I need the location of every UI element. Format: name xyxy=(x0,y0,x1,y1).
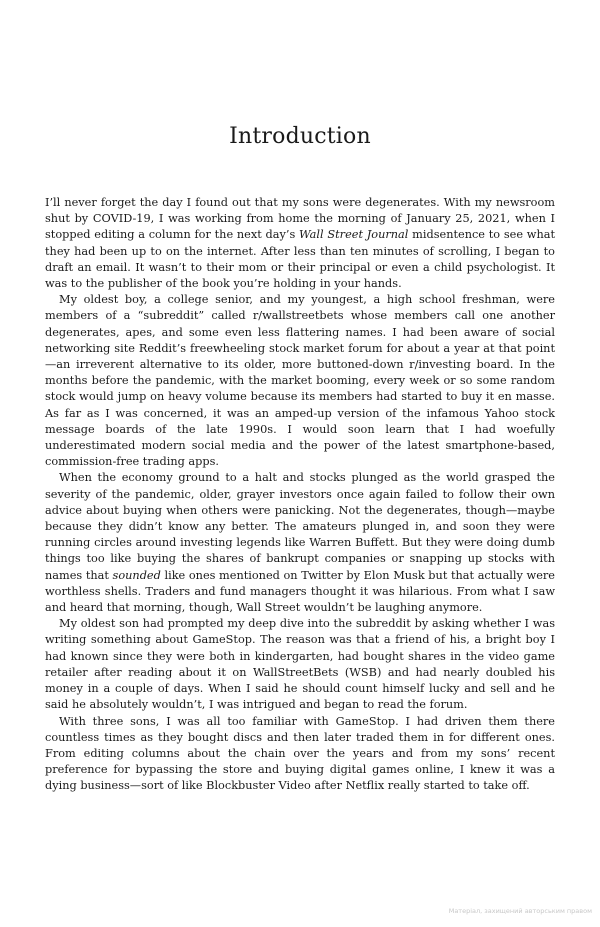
paragraph-4 xyxy=(45,616,555,713)
text-segment: midsentence to see what they had been up to on the internet. After less than ten minutes of scrolling, I began to draft an email. It wasn’t to their mom or their principal or even a child psychologist. It was to the publisher of the book you’re holding in your hands. xyxy=(45,228,555,291)
text-segment: I’ll never forget the day I found out that my sons were degenerates. With my newsroom shut by COVID-19, I was working from home the morning of January 25, 2021, when I stopped editing a column for the next day’s xyxy=(45,196,555,242)
paragraph-2 xyxy=(45,292,555,470)
text-segment: My oldest boy, a college senior, and my youngest, a high school freshman, were members of a “subreddit” called r/wallstreetbets whose members call one another degenerates, apes, and some even less flattering names. I had been aware of social networking site Reddit’s freewheeling stock market forum for about a year at that point—an irreverent alternative to its older, more buttoned-down r/investing board. In the months before the pandemic, with the market booming, every week or so some random stock would jump on heavy volume because its members had started to buy it en masse. As far as I was concerned, it was an amped-up version of the infamous Yahoo stock message boards of the late 1990s. I would soon learn that I had woefully underestimated modern social media and the power of the latest smartphone-based, commission-free trading apps. xyxy=(45,293,555,469)
chapter-title: Introduction xyxy=(229,124,371,149)
italic-text: sounded xyxy=(112,568,161,582)
italic-text: Wall Street Journal xyxy=(299,228,409,242)
text-segment: My oldest son had prompted my deep dive into the subreddit by asking whether I was writing something about GameStop. The reason was that a friend of his, a bright boy I had known since they were both in kindergarten, had bought shares in the video game retailer after reading about it on WallStreetBets (WSB) and had nearly doubled his money in a couple of days. When I said he should count himself lucky and sell and he said he absolutely wouldn’t, I was intrigued and began to read the forum. xyxy=(45,617,555,712)
text-segment: When the economy ground to a halt and stocks plunged as the world grasped the severity of the pandemic, older, grayer investors once again failed to follow their own advice about buying when others were panicking. Not the degenerates, though—maybe because they didn’t know any better. The amateurs plunged in, and soon they were running circles around investing legends like Warren Buffett. But they were doing dumb things too like buying the shares of bankrupt companies or snapping up stocks with names that xyxy=(45,471,555,582)
paragraph-3 xyxy=(45,470,555,616)
body-text xyxy=(45,195,555,795)
paragraph-5 xyxy=(45,714,555,795)
copyright-watermark: Матеріал, захищений авторським правом xyxy=(448,907,592,915)
text-segment: like ones mentioned on Twitter by Elon Musk but that actually were worthless shells. Traders and fund managers thought it was hilarious. From what I saw and heard that morning, though, Wall Street wouldn’t be laughing anymore. xyxy=(45,568,555,615)
paragraph-1 xyxy=(45,195,555,292)
text-segment: With three sons, I was all too familiar with GameStop. I had driven them there countless times as they bought discs and then later traded them in for different ones. From editing columns about the chain over the years and from my sons’ recent preference for bypassing the store and buying digital games online, I knew it was a dying business—sort of like Blockbuster Video after Netflix really started to take off. xyxy=(45,714,555,793)
